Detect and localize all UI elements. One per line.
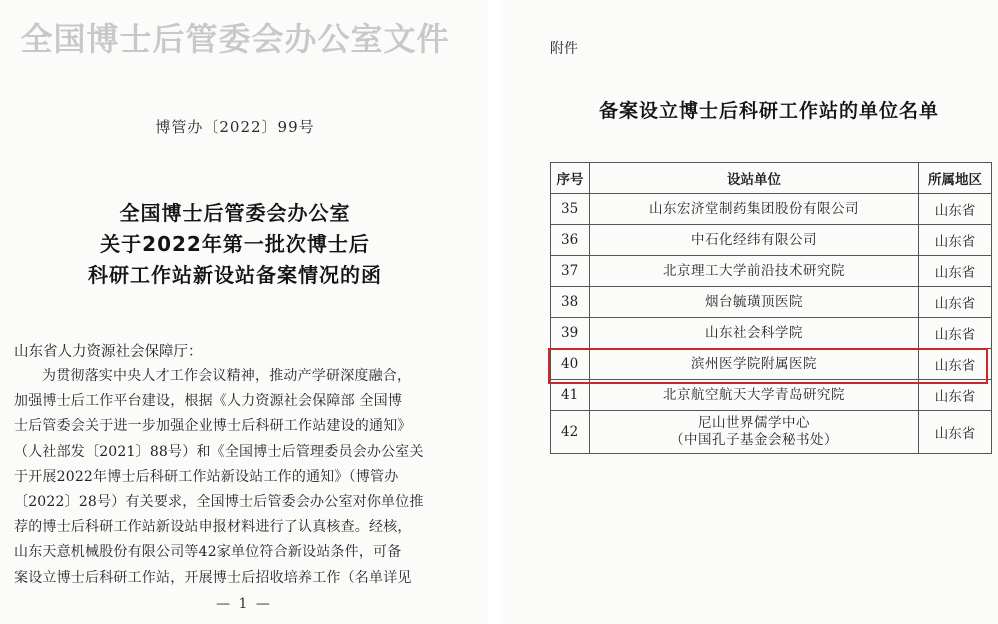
cell-region: 山东省 [919,380,992,411]
list-title: 备案设立博士后科研工作站的单位名单 [598,100,939,122]
body-line: 案设立博士后科研工作站，开展博士后招收培养工作（名单详见 [14,569,412,586]
page-gutter [488,0,500,624]
title-line: 关于2022年第一批次博士后 [100,232,370,256]
cell-unit: 烟台毓璜顶医院 [590,287,919,318]
header-unit: 设站单位 [590,163,919,194]
cell-seq: 36 [551,225,590,256]
letter-body [14,364,476,591]
table-row [551,380,992,411]
document-header: 全国博士后管委会办公室文件 [20,20,450,58]
cell-seq: 42 [551,411,590,454]
header-region: 所属地区 [919,163,992,194]
table-row [551,287,992,318]
title-line: 全国博士后管委会办公室 [119,201,351,225]
document-number: 博管办〔2022〕99号 [155,118,315,136]
table-row [551,194,992,225]
body-line: 为贯彻落实中央人才工作会议精神，推动产学研深度融合， [42,368,412,384]
addressee: 山东省人力资源社会保障厅： [14,344,203,360]
cell-seq: 35 [551,194,590,225]
cell-unit: 中石化经纬有限公司 [590,225,919,256]
cell-seq: 41 [551,380,590,411]
body-line: （人社部发〔2021〕88号）和《全国博士后管理委员会办公室关 [14,443,424,460]
unit-name-line: （中国孔子基金会秘书处） [670,432,838,448]
body-line: 山东天意机械股份有限公司等42家单位符合新设站条件，可备 [14,544,402,561]
cell-seq: 40 [551,349,590,380]
table-row [551,256,992,287]
unit-name-line: 尼山世界儒学中心 [698,415,810,431]
attachment-label: 附件 [550,41,578,57]
highlight-box [548,348,988,384]
cell-seq: 39 [551,318,590,349]
cell-seq: 38 [551,287,590,318]
cell-region: 山东省 [919,225,992,256]
cell-unit: 北京理工大学前沿技术研究院 [590,256,919,287]
table-row [551,225,992,256]
header-seq: 序号 [551,163,590,194]
cell-region: 山东省 [919,349,992,380]
document-title [0,198,470,291]
cell-region: 山东省 [919,411,992,454]
body-line: 士后管委会关于进一步加强企业博士后科研工作站建设的通知》 [14,418,412,435]
cell-region: 山东省 [919,256,992,287]
attachment-page [500,0,998,624]
cell-region: 山东省 [919,194,992,225]
body-line: 于开展2022年博士后科研工作站新设站工作的通知》（博管办 [14,468,399,485]
body-line: 加强博士后工作平台建设，根据《人力资源社会保障部 全国博 [14,393,403,410]
cell-seq: 37 [551,256,590,287]
title-line: 科研工作站新设站备案情况的函 [88,263,382,287]
table-header-row [551,163,992,194]
table-row [551,318,992,349]
cell-unit: 滨州医学院附属医院 [590,349,919,380]
cell-region: 山东省 [919,318,992,349]
station-units-table [550,162,992,454]
page-number: — 1 — [216,596,272,612]
cell-region: 山东省 [919,287,992,318]
body-line: 〔2022〕28号）有关要求，全国博士后管委会办公室对你单位推 [14,493,424,510]
cell-unit: 北京航空航天大学青岛研究院 [590,380,919,411]
table-row [551,411,992,454]
cell-unit: 山东宏济堂制药集团股份有限公司 [590,194,919,225]
cell-unit [590,411,919,454]
letter-page [0,0,488,624]
body-line: 荐的博士后科研工作站新设站申报材料进行了认真核查。经核， [14,519,412,536]
cell-unit: 山东社会科学院 [590,318,919,349]
